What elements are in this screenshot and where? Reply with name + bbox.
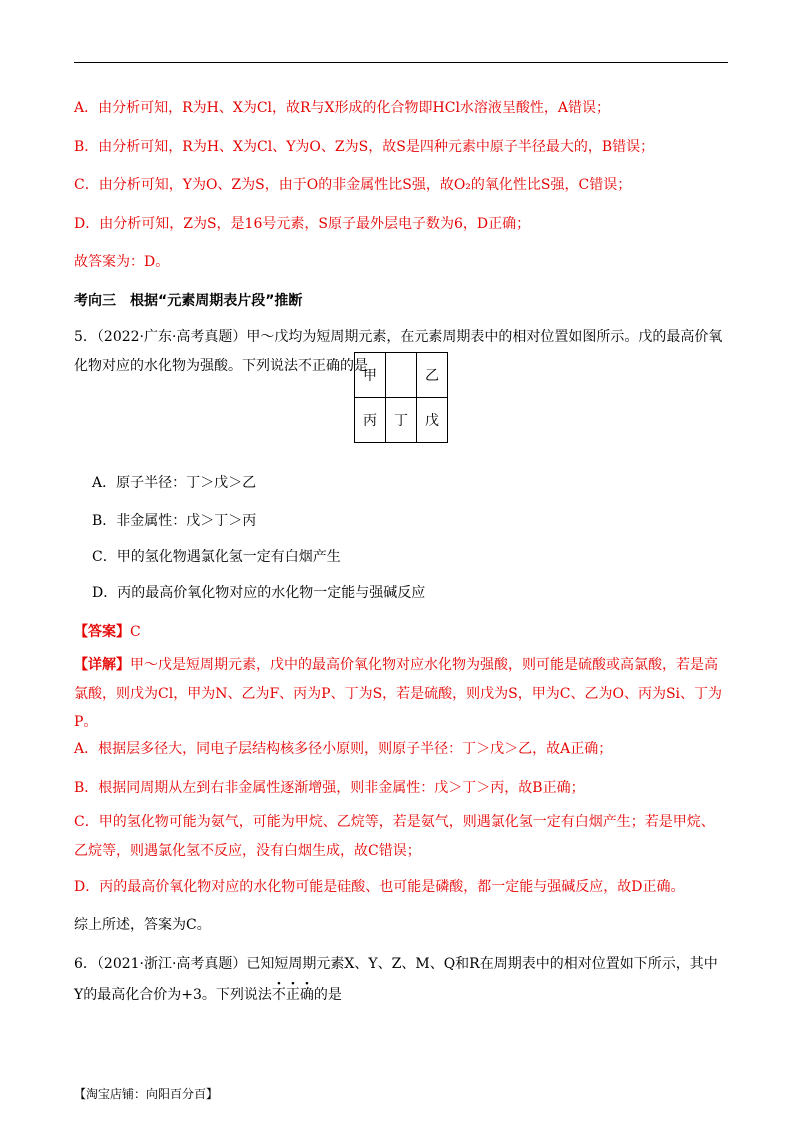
q6-emph-char: 不 <box>271 987 286 1003</box>
q5-summary: 综上所述，答案为C。 <box>74 917 211 933</box>
analysis-line-a: A．由分析可知，R为H、X为Cl，故R与X形成的化合物即HCl水溶液呈酸性，A错误； <box>74 100 611 116</box>
cell-empty <box>386 353 417 398</box>
q5-option-a: A．原子半径：丁＞戊＞乙 <box>92 475 257 491</box>
q6-emph-char: 正 <box>285 987 300 1003</box>
q5-option-b: B．非金属性：戊＞丁＞丙 <box>92 513 257 529</box>
q6-emph-char: 确 <box>299 987 314 1003</box>
explanation-a: A．根据层多径大，同电子层结构核多径小原则，则原子半径：丁＞戊＞乙，故A正确； <box>74 741 613 757</box>
footer-shop: 【淘宝店铺：向阳百分百】 <box>74 1087 219 1101</box>
detail-text: 甲～戊是短周期元素，戊中的最高价氧化物对应水化物为强酸，则可能是硫酸或高氯酸，若是高氯酸，则戊为Cl，甲为N、乙为F、丙为P、丁为S，若是硫酸，则戊为S，甲为C、乙为O、丙为Si、丁为P。 <box>74 657 723 730</box>
explanation-c: C．甲的氢化物可能为氨气，可能为甲烷、乙烷等，若是氨气，则遇氯化氢一定有白烟产生；若是甲烷、乙烷等，则遇氯化氢不反应，没有白烟生成，故C错误； <box>74 814 715 859</box>
header-rule <box>74 62 728 63</box>
detail-tag: 【详解】 <box>74 657 130 673</box>
cell-ding: 丁 <box>386 398 417 443</box>
cell-yi: 乙 <box>417 353 448 398</box>
q5-option-d: D．丙的最高价氧化物对应的水化物一定能与强碱反应 <box>92 585 426 601</box>
cell-bing: 丙 <box>355 398 386 443</box>
conclusion-prev: 故答案为：D。 <box>74 254 170 270</box>
cell-jia: 甲 <box>355 353 386 398</box>
cell-wu: 戊 <box>417 398 448 443</box>
q5-option-c: C．甲的氢化物遇氯化氢一定有白烟产生 <box>92 549 341 565</box>
answer-tag: 【答案】 <box>74 624 130 640</box>
analysis-line-b: B．由分析可知，R为H、X为Cl、Y为O、Z为S，故S是四种元素中原子半径最大的，B错误； <box>74 139 655 155</box>
q5-answer <box>74 622 141 642</box>
q6-stem-line1: 6．（2021·浙江·高考真题）已知短周期元素X、Y、Z、M、Q和R在周期表中的相对位置如下所示，其中 <box>74 956 718 972</box>
explanation-d: D．丙的最高价氧化物对应的水化物可能是硅酸、也可能是磷酸，都一定能与强碱反应，故D正确。 <box>74 879 685 895</box>
periodic-table-fragment <box>354 352 448 443</box>
analysis-line-d: D．由分析可知，Z为S，是16号元素，S原子最外层电子数为6，D正确； <box>74 216 531 232</box>
q6-stem-line2 <box>74 985 342 1005</box>
q5-detail <box>74 651 728 737</box>
answer-value: C <box>130 624 141 640</box>
analysis-line-c: C．由分析可知，Y为O、Z为S，由于O的非金属性比S强，故O₂的氧化性比S强，C错误； <box>74 177 632 193</box>
q6-stem-post: 的是 <box>313 987 342 1003</box>
q5-stem: 5．（2022·广东·高考真题）甲～戊均为短周期元素，在元素周期表中的相对位置如图所示。戊的最高价氧化物对应的水化物为强酸。下列说法不正确的是 <box>74 329 723 374</box>
explanation-b: B．根据同周期从左到右非金属性逐渐增强，则非金属性：戊＞丁＞丙，故B正确； <box>74 780 585 796</box>
section-heading: 考向三 根据“元素周期表片段”推断 <box>74 293 303 309</box>
q6-stem-pre: Y的最高化合价为+3。下列说法 <box>74 987 272 1003</box>
